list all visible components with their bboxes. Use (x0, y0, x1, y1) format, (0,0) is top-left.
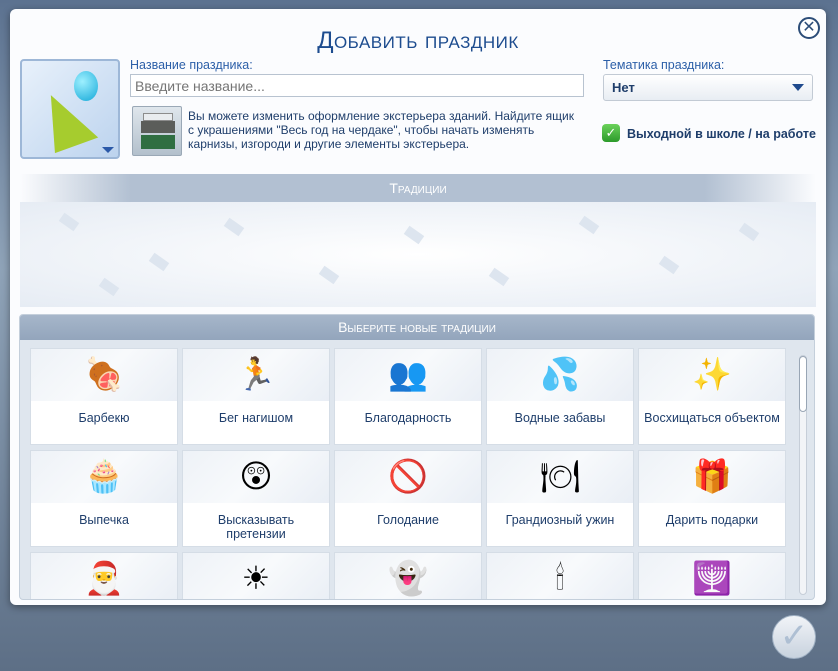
tradition-label: Водные забавы (514, 411, 606, 425)
traditions-header: Традиции (20, 174, 816, 202)
shouting-mouth-icon: 😲 (239, 458, 273, 494)
confirm-button[interactable] (772, 615, 816, 659)
tradition-tile[interactable] (182, 450, 330, 547)
tradition-label: Восхищаться объектом (644, 411, 780, 425)
chevron-down-icon (102, 147, 114, 153)
tradition-tile[interactable] (486, 552, 634, 600)
checkmark-icon: ✓ (779, 617, 809, 655)
traditions-area (20, 202, 816, 307)
tradition-label: Барбекю (78, 411, 130, 425)
candles-icon: 🕯 (555, 560, 565, 596)
tradition-tile[interactable] (638, 348, 786, 445)
holiday-theme-label: Тематика праздника: (603, 58, 725, 72)
water-splash-icon: 💦 (540, 356, 580, 392)
holiday-name-input[interactable] (130, 74, 584, 97)
new-traditions-panel (19, 314, 815, 600)
tradition-label: Высказывать претензии (217, 513, 295, 541)
running-figure-icon: 🏃 (236, 356, 276, 392)
gift-icon: 🎁 (692, 458, 732, 494)
tradition-label: Благодарность (364, 411, 452, 425)
add-holiday-dialog (10, 9, 826, 605)
tradition-label: Дарить подарки (665, 513, 759, 527)
tradition-tile[interactable] (638, 552, 786, 600)
tradition-tile[interactable] (30, 348, 178, 445)
decoration-crate-icon (132, 106, 182, 156)
tradition-tile[interactable] (334, 348, 482, 445)
tradition-tile[interactable] (30, 552, 178, 600)
tradition-tile[interactable] (334, 450, 482, 547)
holiday-theme-select[interactable] (603, 74, 813, 101)
holiday-icon-picker[interactable] (20, 59, 120, 159)
grill-icon: 🍖 (84, 356, 124, 392)
glowing-cube-icon: ✨ (692, 356, 732, 392)
ghost-icon: 👻 (388, 560, 428, 596)
tradition-tile[interactable] (182, 552, 330, 600)
dinner-plate-icon: 🍽 (539, 458, 581, 494)
tradition-tile[interactable] (182, 348, 330, 445)
tradition-tile[interactable] (30, 450, 178, 547)
tradition-tile[interactable] (638, 450, 786, 547)
balloon-icon (74, 71, 98, 101)
decoration-hint-text: Вы можете изменить оформление экстерьера зданий. Найдите ящик с украшениями "Весь год на чердаке", чтобы начать изменять карнизы, изгороди и другие элементы экстерьера. (188, 109, 575, 151)
no-food-icon: 🚫 (388, 458, 428, 494)
tradition-label: Голодание (377, 513, 439, 527)
day-off-label: Выходной в школе / на работе (627, 127, 816, 141)
muffin-icon: 🧁 (84, 458, 124, 494)
holiday-theme-value: Нет (612, 80, 635, 95)
scrollbar[interactable] (799, 355, 807, 595)
traditions-grid (30, 348, 788, 600)
scrollbar-thumb[interactable] (799, 356, 807, 412)
tradition-label: Бег нагишом (218, 411, 294, 425)
menorah-icon: 🕎 (692, 560, 732, 596)
tradition-tile[interactable] (334, 552, 482, 600)
tradition-tile[interactable] (486, 348, 634, 445)
sun-icon: ☀ (241, 560, 271, 596)
tradition-label: Выпечка (79, 513, 129, 527)
holiday-name-label: Название праздника: (130, 58, 253, 72)
new-traditions-header: Выберите новые традиции (20, 315, 814, 340)
tradition-tile[interactable] (486, 450, 634, 547)
father-winter-icon: 🎅 (84, 560, 124, 596)
chevron-down-icon (792, 84, 804, 91)
tradition-label: Грандиозный ужин (505, 513, 615, 527)
dialog-title: Добавить праздник (317, 27, 519, 54)
close-icon[interactable]: ✕ (798, 17, 820, 39)
couple-icon: 👥 (388, 356, 428, 392)
day-off-checkbox[interactable]: ✓ (602, 124, 620, 142)
